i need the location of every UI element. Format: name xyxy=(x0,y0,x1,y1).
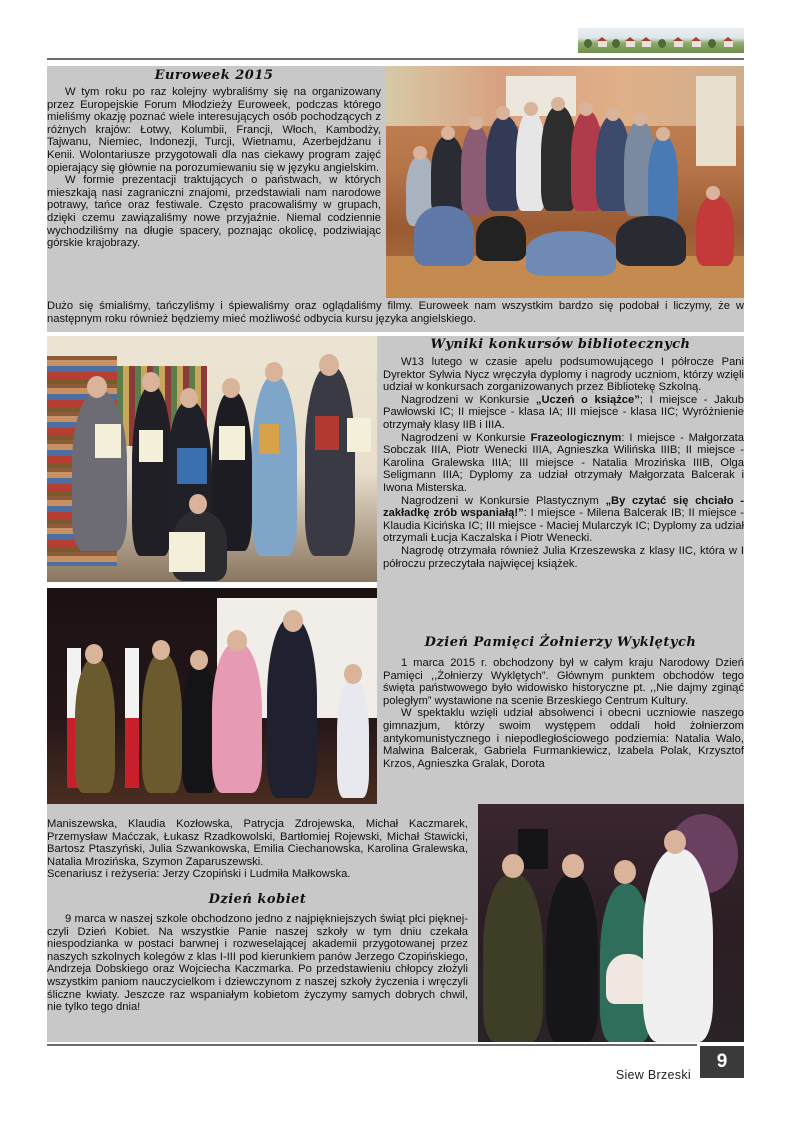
text: : I miejsce - Milena Balcerak IB; II miejsce - Klaudia Kicińska IC; III miejsce - Maciej Mularczyk IC; Dyplomy za udział otrzymali Łucja Kaczalska i Piotr Wenecki. xyxy=(383,507,744,545)
paragraph: 1 marca 2015 r. obchodzony był w całym kraju Narodowy Dzień Pamięci ,,Żołnierzy Wyklętych”. Głównym punktem obchodów tego święta państwowego było widowisko historyczne pt. ,,Nie dajmy zginąć poległym” wystawione na scenie Brzeskiego Centrum Kultury. xyxy=(383,657,744,707)
publication-name: Siew Brzeski xyxy=(615,1068,691,1082)
memorial-title: Dzień Pamięci Żołnierzy Wyklętych xyxy=(424,635,697,650)
euroweek-title: Euroweek 2015 xyxy=(154,68,274,83)
paragraph: Dużo się śmialiśmy, tańczyliśmy i śpiewaliśmy oraz oglądaliśmy filmy. Euroweek nam wszystkim bardzo się podobał i liczymy, że w następnym roku również będziemy mieć możliwość odbycia kursu języka angielskiego. xyxy=(47,300,744,325)
womens-day-title: Dzień kobiet xyxy=(208,892,307,907)
text: Nagrodzeni w Konkursie xyxy=(401,393,536,406)
memorial-performance-photo xyxy=(47,588,377,804)
paragraph: W formie prezentacji traktujących o państwach, w których mieszkają nasi zagraniczni znajomi, przedstawiali nam narodowe potrawy, tańce oraz festiwale. Często pracowaliśmy w grupach, dzięki czemu zawiązaliśmy nowe przyjaźnie. Niemal codziennie wychodziliśmy na długie spacery, poznając okolicę, podziwiając górskie krajobrazy. xyxy=(47,174,381,250)
paragraph: 9 marca w naszej szkole obchodzono jedno z najpiękniejszych świąt płci pięknej- czyli Dzień Kobiet. Na wszystkie Panie naszej szkoły w tym dniu czekała niespodzianka w postaci barwnej i rozweselającej akademii przygotowanej przez naszych szkolnych kolegów z klas I-III pod kierunkiem panów Jerzego Czopińskiego, Andrzeja Dobskiego oraz Wojciecha Kaczmarka. Po przedstawieniu chłopcy złożyli wszystkim paniom nauczycielkom i dziewczynom z naszej szkoły życzenia i wręczyli śliczne kwiaty. Jeszcze raz wspaniałym kobietom życzymy samych dobrych chwil, nie tylko tego dnia! xyxy=(47,913,468,1014)
paragraph: W tym roku po raz kolejny wybraliśmy się na organizowany przez Europejskie Forum Młodzieży Euroweek, podczas którego mieliśmy okazję poznać wiele interesujących osób pochodzących z różnych krajów: Łotwy, Kolumbii, Francji, Włoch, Kambodży, Tajwanu, Niemiec, Indonezji, Turcji, Wietnamu, Azerbejdżanu i Kenii. Wolontariusze przygotowali dla nas ciekawy program zajęć opierający się głównie na porozumiewaniu się w języku angielskim. xyxy=(47,86,381,174)
paragraph: Maniszewska, Klaudia Kozłowska, Patrycja Zdrojewska, Michał Kaczmarek, Przemysław Maćczak, Łukasz Rzadkowolski, Bartłomiej Rojewski, Michał Stawicki, Bartosz Ptaszyński, Julia Szwankowska, Emilia Ciechanowska, Karolina Gralewska, Natalia Mrozińska, Szymon Zaparuszewski. xyxy=(47,818,468,868)
text: Nagrodzeni w Konkursie xyxy=(401,431,531,444)
euroweek-group-photo xyxy=(386,66,744,298)
euroweek-body xyxy=(47,86,381,250)
womens-day-body xyxy=(47,913,468,1014)
memorial-body xyxy=(383,657,744,770)
paragraph: Scenariusz i reżyseria: Jerzy Czopiński i Ludmiła Małkowska. xyxy=(47,868,351,881)
paragraph: Nagrodę otrzymała również Julia Krzeszewska z klasy IIC, która w I półroczu przeczytała najwięcej książek. xyxy=(383,544,744,570)
euroweek-body-continued xyxy=(47,300,744,325)
header-village-photo xyxy=(578,28,744,53)
contest-name: „By czytać się chciało - zakładkę zrób wspaniałą!” xyxy=(383,494,744,520)
paragraph xyxy=(383,432,744,495)
page-number: 9 xyxy=(700,1046,744,1078)
text: Nagrodzeni w Konkursie Plastycznym xyxy=(401,494,606,507)
paragraph: W spektaklu wzięli udział absolwenci i obecni uczniowie naszego gimnazjum, którzy swoim występem oddali hołd żołnierzom antykomunistycznego i niepodległościowego podziemia: Natalia Walo, Malwina Balcerak, Gabriela Furmankiewicz, Izabela Polak, Krzysztof Krzos, Agnieszka Gralak, Dorota xyxy=(383,707,744,770)
contest-name: „Uczeń o książce” xyxy=(535,393,640,406)
womens-day-photo xyxy=(478,804,744,1042)
memorial-body-continued xyxy=(47,818,468,881)
paragraph xyxy=(383,394,744,432)
library-title: Wyniki konkursów bibliotecznych xyxy=(430,337,691,352)
top-rule xyxy=(47,58,744,60)
library-body xyxy=(383,356,744,570)
paragraph xyxy=(383,495,744,545)
text: ; I miejsce - Jakub Pawłowski IC; II miejsce - klasa IA; III miejsce - klasa IIC; Wyróżnienie otrzymały klasy IIB i IIIA. xyxy=(383,393,744,431)
bottom-rule xyxy=(47,1044,697,1046)
library-contest-photo xyxy=(47,336,377,582)
contest-name: Frazeologicznym xyxy=(530,431,622,444)
paragraph: W13 lutego w czasie apelu podsumowującego I półrocze Pani Dyrektor Sylwia Nycz wręczyła dyplomy i nagrody uczniom, którzy wzięli udział w konkursach zorganizowanych przez Bibliotekę Szkolną. xyxy=(383,356,744,394)
text: : I miejsce - Małgorzata Sobczak IIIA, Piotr Wenecki IIIA, Agnieszka Wilińska IIIB; II miejsce - Karolina Gralewska IIIA; III miejsce - Natalia Mrozińska IIIB, Olga Seligmann IIIA; Dyplomy za udział otrzymały Małgorzata Balcerak i Iwona Misterska. xyxy=(383,431,744,494)
